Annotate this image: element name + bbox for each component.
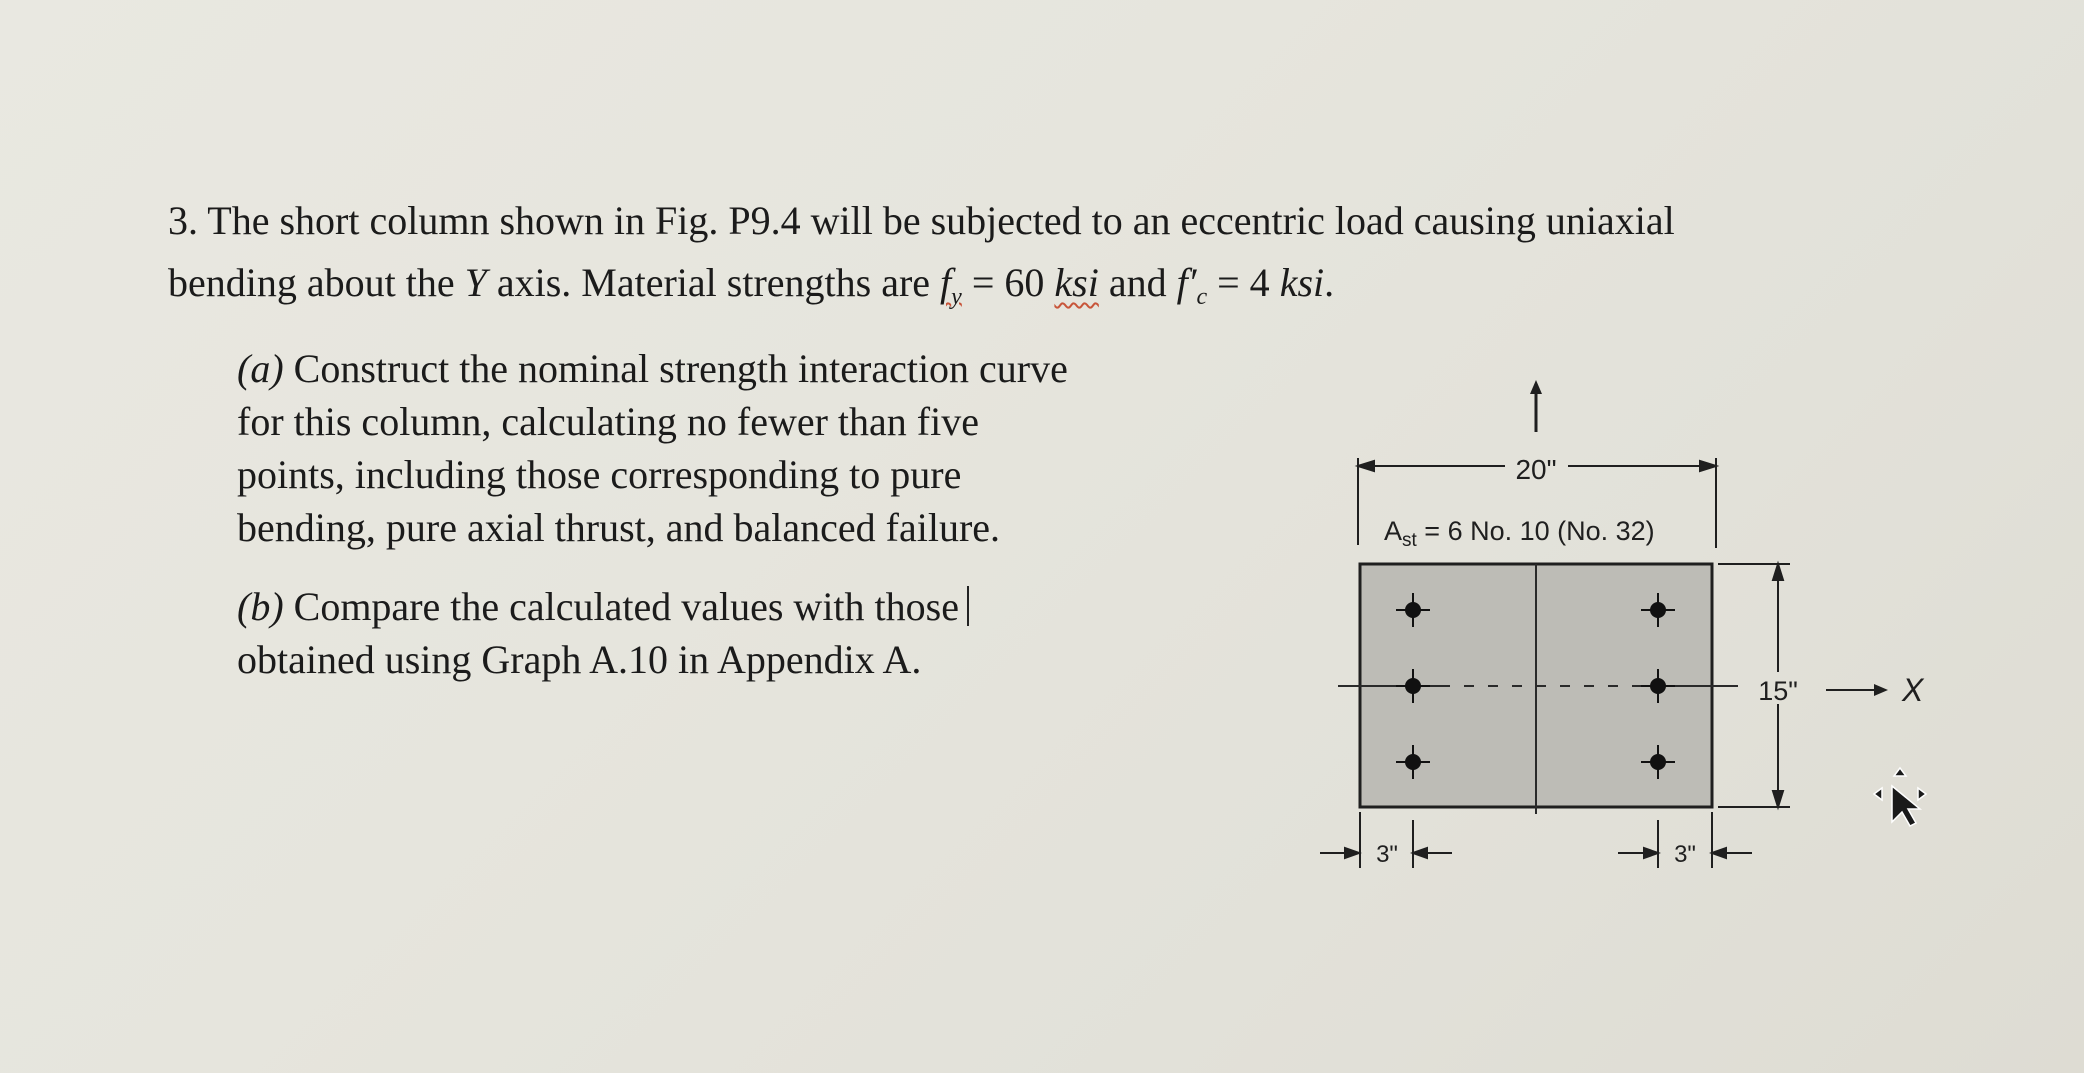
- part-a-label: (a): [237, 346, 284, 391]
- part-b-label: (b): [237, 584, 284, 629]
- part-b-line-2: obtained using Graph A.10 in Appendix A.: [237, 637, 922, 682]
- problem-period: .: [1324, 260, 1335, 305]
- fc-value: = 4: [1207, 260, 1280, 305]
- problem-text-2b: axis. Material strengths are: [486, 260, 941, 305]
- x-axis-label: X: [1902, 672, 1924, 708]
- problem-text-2a: bending about the: [168, 260, 465, 305]
- part-a-text-1: Construct the nominal strength interaction curve: [283, 346, 1068, 391]
- fc-unit: ksi: [1279, 260, 1325, 305]
- problem-and: and: [1098, 260, 1177, 305]
- axis-label: Y: [464, 260, 487, 305]
- y-axis-arrow: [1530, 380, 1542, 432]
- height-dimension-label: 15": [1758, 676, 1798, 706]
- part-a-line-4: bending, pure axial thrust, and balanced failure.: [237, 505, 1001, 550]
- fy-value: = 60: [961, 260, 1055, 305]
- part-a-line-2: for this column, calculating no fewer than five: [237, 399, 979, 444]
- cover-right-label: 3": [1674, 841, 1696, 868]
- cover-left-label: 3": [1376, 841, 1398, 868]
- part-b-text-1: Compare the calculated values with those: [283, 584, 959, 629]
- steel-area-label: $A_{st} = 6$ No. 10 (No. 32): [1384, 516, 1655, 551]
- x-axis-arrow: [1826, 684, 1888, 696]
- problem-number: 3.: [168, 198, 198, 243]
- problem-text-1: The short column shown in Fig. P9.4 will be subjected to an eccentric load causing uniaxial: [207, 198, 1675, 243]
- fc-symbol: $f'_c$: [1176, 260, 1208, 310]
- width-dimension-label: 20": [1515, 454, 1557, 485]
- fy-symbol: $f_y$: [940, 260, 962, 310]
- fy-unit: ksi: [1054, 260, 1099, 305]
- move-cursor-icon: [1872, 766, 1928, 828]
- part-a-line-3: points, including those corresponding to pure: [237, 452, 962, 497]
